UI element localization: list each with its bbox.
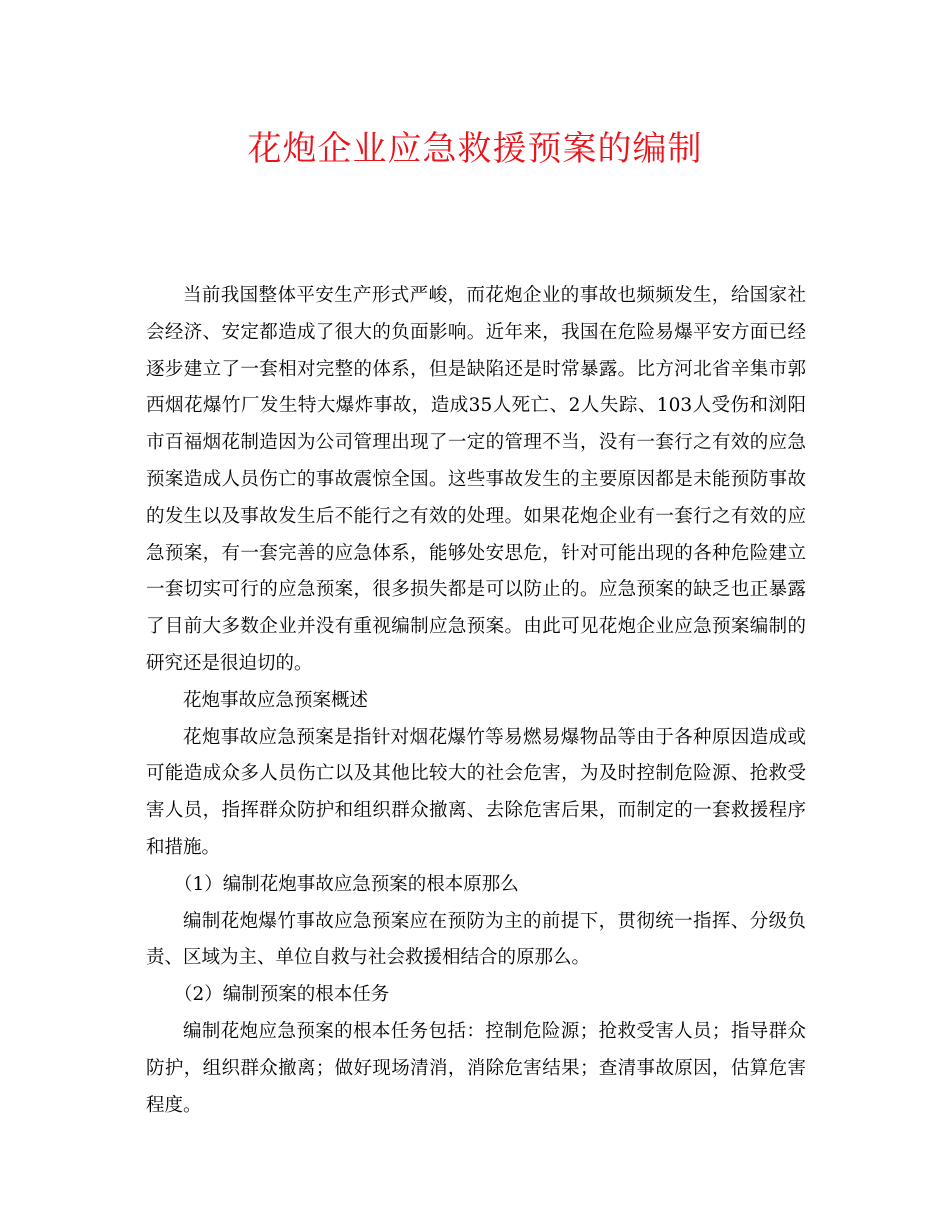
- subheading-tasks: （2）编制预案的根本任务: [174, 984, 390, 1006]
- principles-paragraph: 编制花炮爆竹事故应急预案应在预防为主的前提下，贯彻统一指挥、分级负责、区域为主、单位自救与社会救援相结合的原那么。: [146, 910, 806, 969]
- tasks-paragraph: 编制花炮应急预案的根本任务包括：控制危险源；抢救受害人员；指导群众防护，组织群众撤离；做好现场清消，消除危害结果；查清事故原因，估算危害程度。: [146, 1020, 806, 1116]
- overview-paragraph: 花炮事故应急预案是指针对烟花爆竹等易燃易爆物品等由于各种原因造成或可能造成众多人员伤亡以及其他比较大的社会危害，为及时控制危险源、抢救受害人员，指挥群众防护和组织群众撤离、去除危害后果，而制定的一套救援程序和措施。: [146, 726, 806, 858]
- subheading-principles: （1）编制花炮事故应急预案的根本原那么: [174, 873, 519, 895]
- section-heading-overview: 花炮事故应急预案概述: [183, 689, 369, 711]
- document-title: 花炮企业应急救援预案的编制: [247, 129, 703, 169]
- document-body: [146, 278, 806, 1124]
- intro-paragraph: 当前我国整体平安生产形式严峻，而花炮企业的事故也频频发生，给国家社会经济、安定都造成了很大的负面影响。近年来，我国在危险易爆平安方面已经逐步建立了一套相对完整的体系，但是缺陷还是时常暴露。比方河北省辛集市郭西烟花爆竹厂发生特大爆炸事故，造成35人死亡、2人失踪、103人受伤和浏阳市百福烟花制造因为公司管理出现了一定的管理不当，没有一套行之有效的应急预案造成人员伤亡的事故震惊全国。这些事故发生的主要原因都是未能预防事故的发生以及事故发生后不能行之有效的处理。如果花炮企业有一套行之有效的应急预案，有一套完善的应急体系，能够处安思危，针对可能出现的各种危险建立一套切实可行的应急预案，很多损失都是可以防止的。应急预案的缺乏也正暴露了目前大多数企业并没有重视编制应急预案。由此可见花炮企业应急预案编制的研究还是很迫切的。: [146, 285, 806, 674]
